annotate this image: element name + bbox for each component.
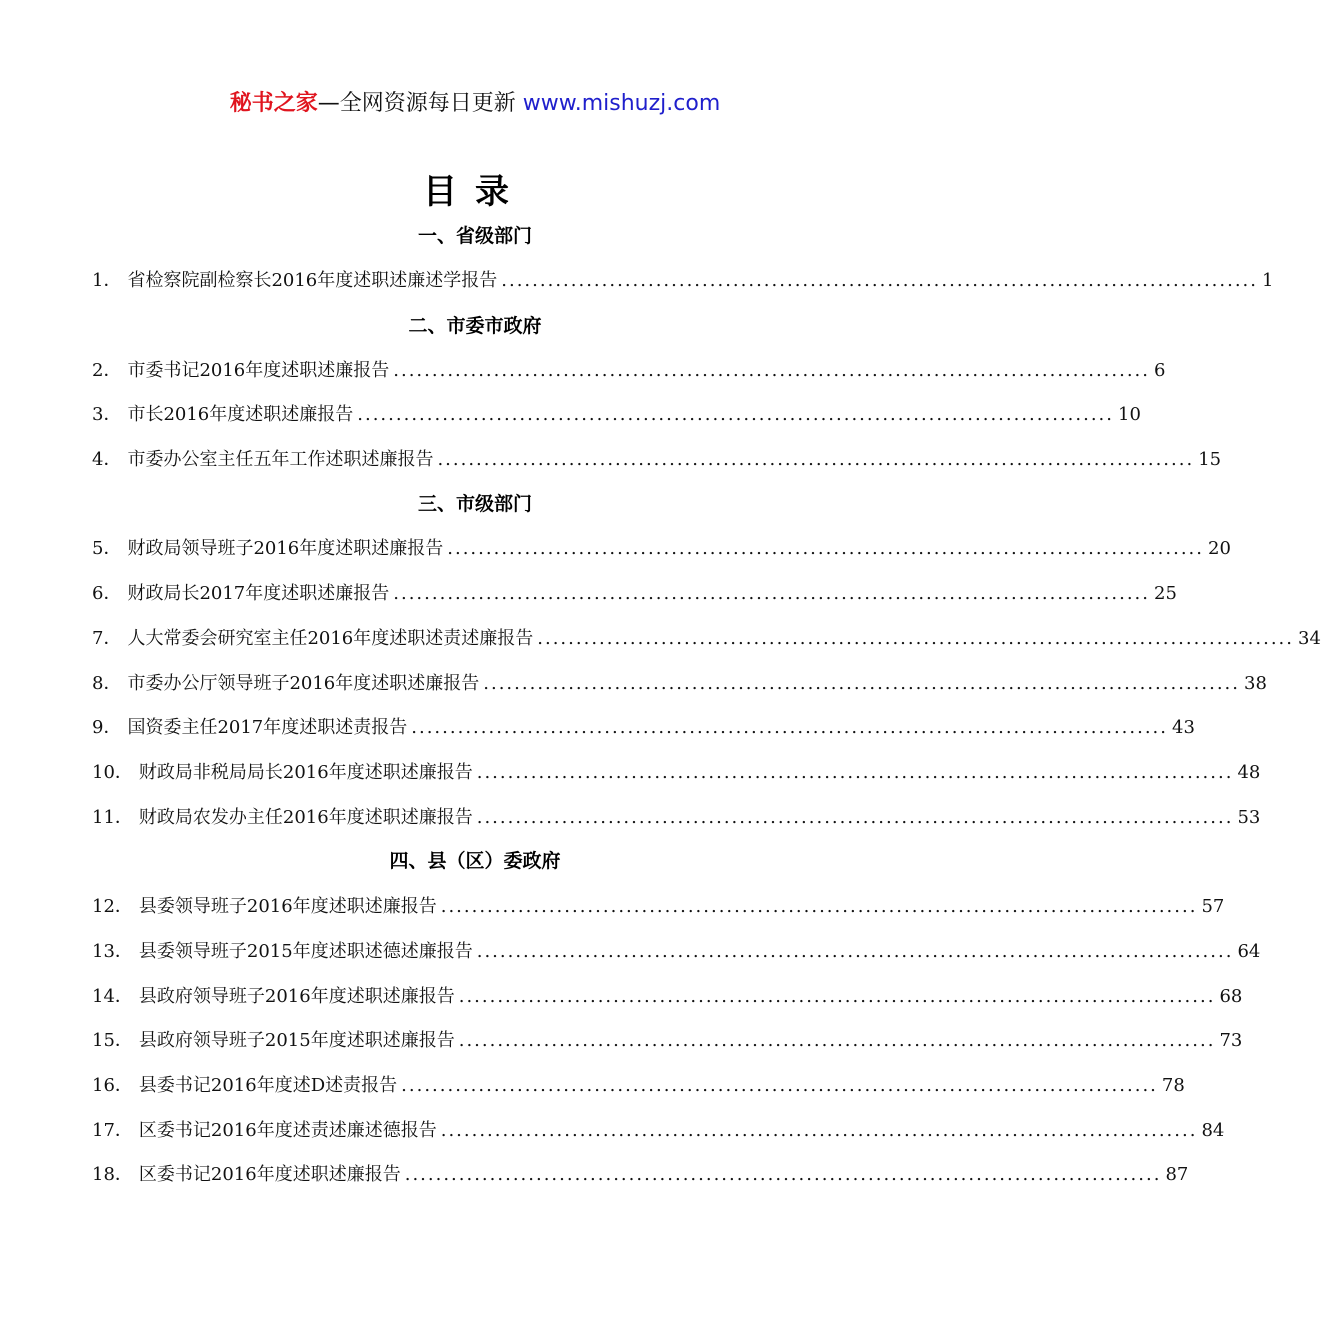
dot-leader: .................................................................................................. [357, 404, 1114, 425]
section-heading: 二、市委市政府 [408, 315, 542, 337]
entry-number: 15． [92, 1030, 133, 1051]
entry-number: 16． [92, 1075, 133, 1096]
toc-entry[interactable] [92, 445, 1222, 475]
page-number: 20 [1208, 538, 1231, 559]
slogan-text: —全网资源每日更新 [317, 91, 523, 116]
dot-leader: .................................................................................................. [483, 673, 1240, 694]
toc-entry[interactable] [92, 1026, 1243, 1056]
toc-entry[interactable] [92, 982, 1243, 1012]
entry-number: 6． [92, 583, 122, 604]
page-number: 84 [1201, 1120, 1225, 1141]
toc-entry[interactable] [92, 624, 1321, 654]
entry-title: 财政局非税局局长2016年度述职述廉报告 [138, 762, 473, 783]
page-number: 25 [1154, 583, 1177, 604]
entry-title: 财政局长2017年度述职述廉报告 [127, 583, 390, 604]
entry-number: 13． [92, 941, 133, 962]
entry-number: 4． [92, 449, 122, 470]
entry-title: 县委领导班子2016年度述职述廉报告 [138, 896, 437, 917]
page-number: 78 [1161, 1075, 1185, 1096]
entry-number: 11． [92, 807, 133, 828]
page-number: 15 [1198, 449, 1222, 470]
page-number: 73 [1219, 1030, 1243, 1051]
toc-entry[interactable] [92, 892, 1225, 922]
page-number: 1 [1262, 270, 1274, 291]
entry-number: 5． [92, 538, 122, 559]
toc-entry[interactable] [92, 579, 1177, 609]
entry-title: 人大常委会研究室主任2016年度述职述责述廉报告 [127, 628, 534, 649]
toc-entry[interactable] [92, 400, 1141, 430]
entry-title: 县委领导班子2015年度述职述德述廉报告 [138, 941, 473, 962]
dot-leader: .................................................................................................. [437, 449, 1195, 470]
entry-title: 区委书记2016年度述职述廉报告 [138, 1164, 401, 1185]
dot-leader: .................................................................................................. [393, 360, 1150, 381]
entry-title: 省检察院副检察长2016年度述职述廉述学报告 [127, 270, 498, 291]
toc-entry[interactable] [92, 937, 1261, 967]
toc-entry[interactable] [92, 266, 1274, 296]
page-number: 38 [1244, 673, 1267, 694]
toc-entry[interactable] [92, 1116, 1225, 1146]
section-heading: 三、市级部门 [417, 493, 532, 515]
entry-title: 市委办公厅领导班子2016年度述职述廉报告 [127, 673, 480, 694]
entry-number: 17． [92, 1120, 133, 1141]
page-number: 53 [1237, 807, 1261, 828]
entry-title: 国资委主任2017年度述职述责报告 [127, 717, 408, 738]
dot-leader: .................................................................................................. [447, 538, 1204, 559]
dot-leader: .................................................................................................. [440, 1120, 1198, 1141]
brand-name: 秘书之家 [229, 91, 318, 116]
toc-entry[interactable] [92, 803, 1261, 833]
page-number: 34 [1298, 628, 1321, 649]
dot-leader: .................................................................................................. [458, 1030, 1216, 1051]
entry-title: 区委书记2016年度述责述廉述德报告 [138, 1120, 437, 1141]
entry-title: 财政局农发办主任2016年度述职述廉报告 [138, 807, 473, 828]
dot-leader: .................................................................................................. [537, 628, 1294, 649]
dot-leader: .................................................................................................. [501, 270, 1258, 291]
entry-number: 10． [92, 762, 133, 783]
entry-number: 3． [92, 404, 122, 425]
dot-leader: .................................................................................................. [476, 762, 1234, 783]
toc-entry[interactable] [92, 1160, 1189, 1190]
dot-leader: .................................................................................................. [476, 941, 1234, 962]
entry-number: 8． [92, 673, 122, 694]
dot-leader: .................................................................................................. [458, 986, 1216, 1007]
page-number: 87 [1165, 1164, 1189, 1185]
entry-title: 财政局领导班子2016年度述职述廉报告 [127, 538, 444, 559]
dot-leader: .................................................................................................. [476, 807, 1234, 828]
page-number: 57 [1201, 896, 1225, 917]
website-url: www.mishuzj.com [522, 91, 721, 116]
entry-number: 12． [92, 896, 133, 917]
entry-number: 9． [92, 717, 122, 738]
page-number: 48 [1237, 762, 1261, 783]
entry-number: 18． [92, 1164, 133, 1185]
entry-title: 市委书记2016年度述职述廉报告 [127, 360, 390, 381]
section-heading: 四、县（区）委政府 [389, 850, 561, 872]
page-number: 68 [1219, 986, 1243, 1007]
entry-number: 1． [92, 270, 122, 291]
toc-entry[interactable] [92, 1071, 1185, 1101]
entry-number: 14． [92, 986, 133, 1007]
entry-title: 县政府领导班子2016年度述职述廉报告 [138, 986, 455, 1007]
entry-number: 7． [92, 628, 122, 649]
toc-entry[interactable] [92, 534, 1231, 564]
page-number: 6 [1154, 360, 1166, 381]
dot-leader: .................................................................................................. [440, 896, 1198, 917]
dot-leader: .................................................................................................. [404, 1164, 1162, 1185]
toc-title: 目录 [423, 172, 527, 212]
dot-leader: .................................................................................................. [401, 1075, 1158, 1096]
toc-entry[interactable] [92, 713, 1195, 743]
entry-title: 县政府领导班子2015年度述职述廉报告 [138, 1030, 455, 1051]
toc-entry[interactable] [92, 669, 1267, 699]
header-banner [0, 86, 950, 122]
entry-title: 县委书记2016年度述D述责报告 [138, 1075, 398, 1096]
entry-number: 2． [92, 360, 122, 381]
entry-title: 市委办公室主任五年工作述职述廉报告 [127, 449, 434, 470]
dot-leader: .................................................................................................. [393, 583, 1150, 604]
toc-entry[interactable] [92, 758, 1261, 788]
dot-leader: .................................................................................................. [411, 717, 1168, 738]
toc-entry[interactable] [92, 356, 1166, 386]
page-number: 64 [1237, 941, 1261, 962]
entry-title: 市长2016年度述职述廉报告 [127, 404, 354, 425]
section-heading: 一、省级部门 [417, 225, 532, 247]
page-number: 10 [1118, 404, 1141, 425]
page-number: 43 [1172, 717, 1195, 738]
